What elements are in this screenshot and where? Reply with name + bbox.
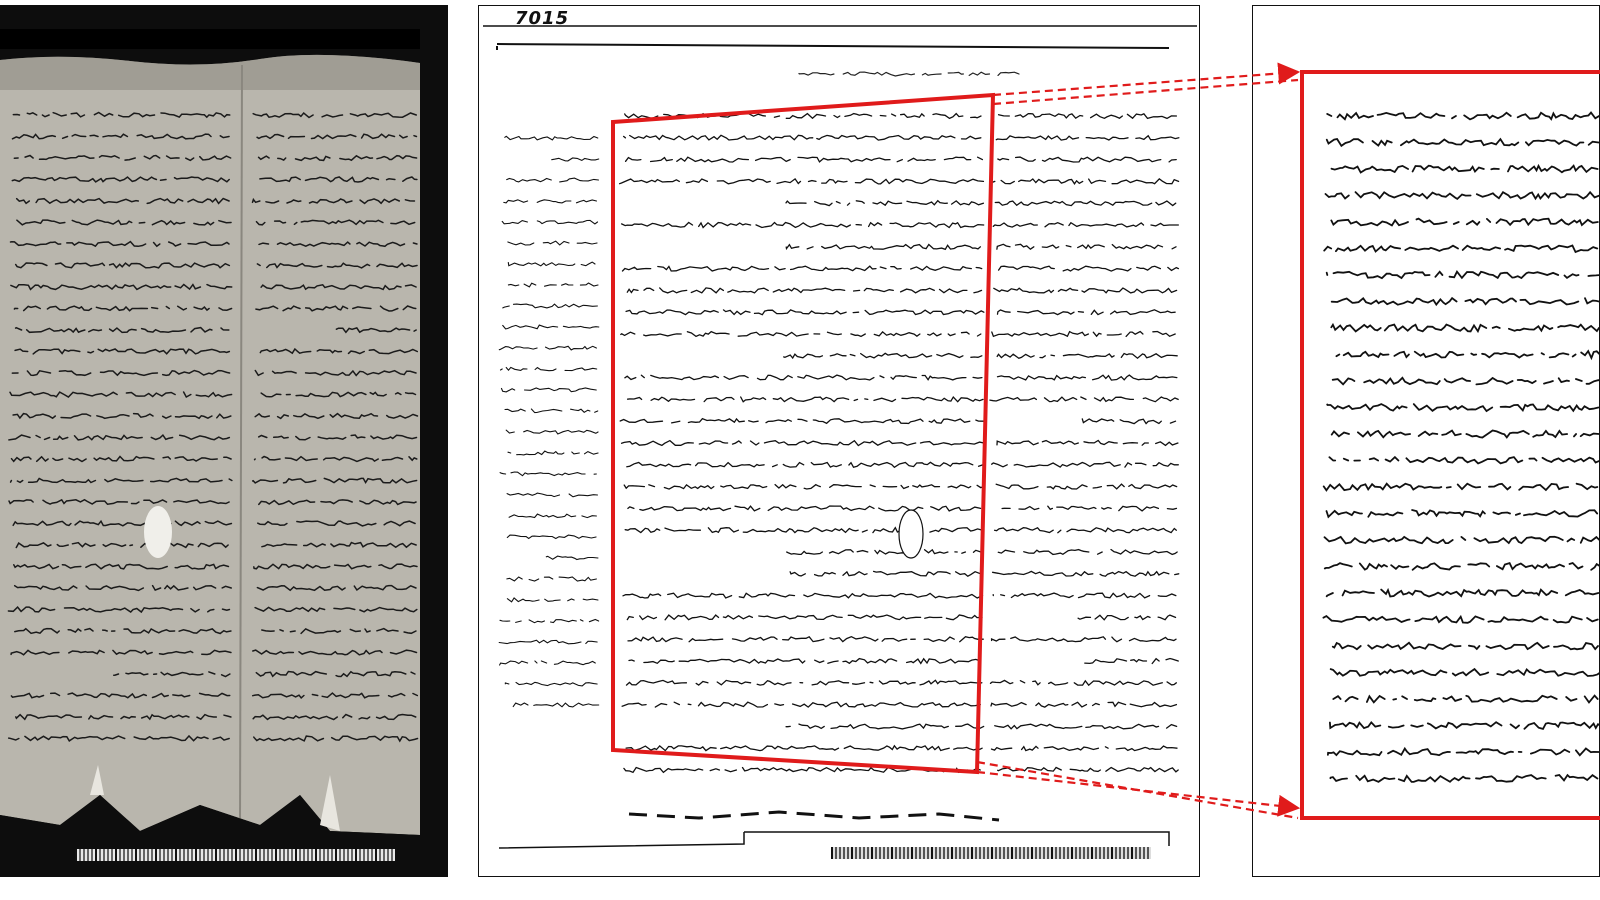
plate-number-label: 7015 — [515, 8, 570, 29]
photo-scale-ruler — [75, 849, 395, 861]
text-line — [1082, 419, 1175, 424]
text-line — [1327, 404, 1598, 411]
text-line — [622, 702, 980, 707]
photo-top-strip — [0, 29, 420, 49]
text-line — [621, 332, 981, 337]
zoomed-text-lines — [1320, 113, 1600, 782]
text-line — [500, 661, 596, 665]
text-line — [1324, 246, 1597, 253]
text-line — [990, 397, 1178, 402]
text-line — [500, 620, 599, 623]
text-line — [507, 493, 597, 497]
text-line — [1069, 615, 1175, 620]
text-line — [786, 245, 980, 250]
text-line — [508, 283, 598, 287]
text-line — [992, 746, 1177, 751]
text-line — [998, 768, 1178, 772]
text-line — [989, 201, 1176, 206]
text-line — [507, 178, 599, 182]
text-line — [505, 682, 597, 686]
text-line — [991, 702, 1176, 707]
text-line — [1320, 563, 1600, 570]
text-line — [1333, 378, 1600, 385]
parchment-worn-edge — [0, 55, 420, 90]
text-line — [787, 550, 981, 555]
text-line — [505, 703, 599, 707]
text-line — [990, 484, 1177, 489]
text-line — [1327, 431, 1600, 438]
text-line — [615, 114, 981, 119]
text-line — [623, 593, 983, 598]
text-line — [996, 506, 1176, 511]
text-line — [628, 637, 983, 642]
zoomed-column-image — [1253, 6, 1600, 877]
text-line — [625, 375, 982, 380]
text-line — [998, 157, 1176, 162]
text-line — [785, 571, 980, 576]
text-line — [1329, 351, 1600, 358]
text-line — [992, 637, 1176, 642]
text-line — [616, 528, 983, 533]
text-line — [992, 332, 1175, 337]
text-line — [1330, 722, 1600, 729]
text-line — [502, 514, 597, 518]
text-line — [1325, 537, 1600, 544]
text-line — [622, 441, 984, 446]
text-line — [617, 768, 981, 773]
text-line — [992, 462, 1179, 467]
facsimile-image — [479, 6, 1200, 877]
text-line — [997, 354, 1177, 359]
text-line — [995, 528, 1177, 533]
text-line — [1332, 298, 1599, 305]
text-line — [1326, 192, 1600, 199]
text-line — [1324, 696, 1598, 703]
text-line — [507, 535, 596, 538]
text-line — [784, 353, 982, 358]
text-line — [1333, 643, 1598, 650]
text-line — [1331, 669, 1600, 676]
text-line — [622, 223, 984, 228]
facsimile-main-column — [615, 114, 984, 773]
text-line — [506, 430, 598, 434]
header-rule — [497, 44, 1169, 48]
parchment-fragment — [0, 55, 420, 835]
text-line — [620, 179, 984, 184]
text-line — [998, 550, 1177, 555]
left-margin-transcription — [499, 136, 599, 707]
text-line — [503, 325, 599, 329]
top-margin-notes — [792, 72, 1020, 76]
bottom-rule — [499, 832, 1169, 848]
text-line — [991, 114, 1176, 119]
text-line — [997, 441, 1178, 446]
text-line — [627, 288, 981, 293]
text-line — [623, 266, 982, 271]
text-line — [990, 179, 1179, 184]
text-line — [999, 266, 1179, 271]
text-line — [620, 419, 984, 424]
text-line — [627, 680, 982, 685]
text-line — [499, 640, 597, 644]
text-line — [500, 241, 597, 245]
binarized-facsimile-panel — [478, 5, 1200, 877]
text-line — [993, 593, 1176, 598]
facsimile-scale-ruler — [831, 847, 1151, 859]
scroll-photograph — [0, 5, 448, 877]
text-line — [1332, 166, 1598, 173]
text-line — [627, 462, 983, 467]
parchment-hole — [144, 506, 172, 558]
text-line — [786, 724, 984, 729]
text-line — [623, 659, 981, 664]
text-line — [552, 158, 599, 161]
text-line — [1327, 272, 1600, 279]
text-line — [508, 262, 595, 266]
text-line — [504, 200, 597, 203]
text-line — [1327, 510, 1598, 517]
facsimile-right-column — [987, 114, 1179, 772]
text-line — [1327, 139, 1599, 146]
text-line — [993, 223, 1178, 227]
text-line — [1331, 325, 1599, 332]
text-line — [627, 615, 982, 620]
bottom-damage — [629, 812, 999, 820]
text-line — [1328, 749, 1599, 756]
text-line — [505, 136, 598, 140]
text-line — [507, 598, 598, 602]
text-line — [989, 288, 1177, 293]
text-line — [1327, 590, 1599, 597]
text-line — [501, 367, 597, 370]
text-line — [500, 472, 596, 476]
text-line — [502, 388, 597, 392]
text-line — [501, 577, 597, 581]
text-line — [508, 451, 598, 455]
text-line — [997, 244, 1176, 249]
text-line — [626, 746, 982, 751]
text-line — [503, 304, 598, 308]
text-line — [626, 157, 983, 162]
text-line — [987, 571, 1179, 576]
text-line — [626, 310, 984, 315]
text-line — [505, 409, 598, 413]
text-line — [1331, 219, 1598, 226]
original-photograph-panel — [0, 5, 448, 877]
text-line — [1324, 484, 1598, 491]
text-line — [1321, 113, 1599, 120]
text-line — [998, 310, 1176, 315]
text-line — [628, 397, 983, 402]
text-line — [995, 724, 1177, 729]
text-line — [1330, 775, 1597, 782]
text-line — [624, 485, 984, 490]
text-line — [786, 201, 983, 206]
text-line — [624, 135, 981, 140]
text-line — [1078, 659, 1178, 664]
text-line — [546, 556, 598, 559]
text-line — [628, 506, 981, 511]
text-line — [998, 375, 1177, 380]
text-line — [1323, 616, 1597, 623]
text-line — [991, 680, 1177, 685]
zoomed-detail-panel — [1252, 5, 1600, 877]
text-line — [502, 220, 597, 224]
text-line — [996, 136, 1179, 140]
facsimile-hole — [899, 510, 923, 558]
text-line — [499, 346, 596, 350]
text-line — [1320, 457, 1600, 463]
